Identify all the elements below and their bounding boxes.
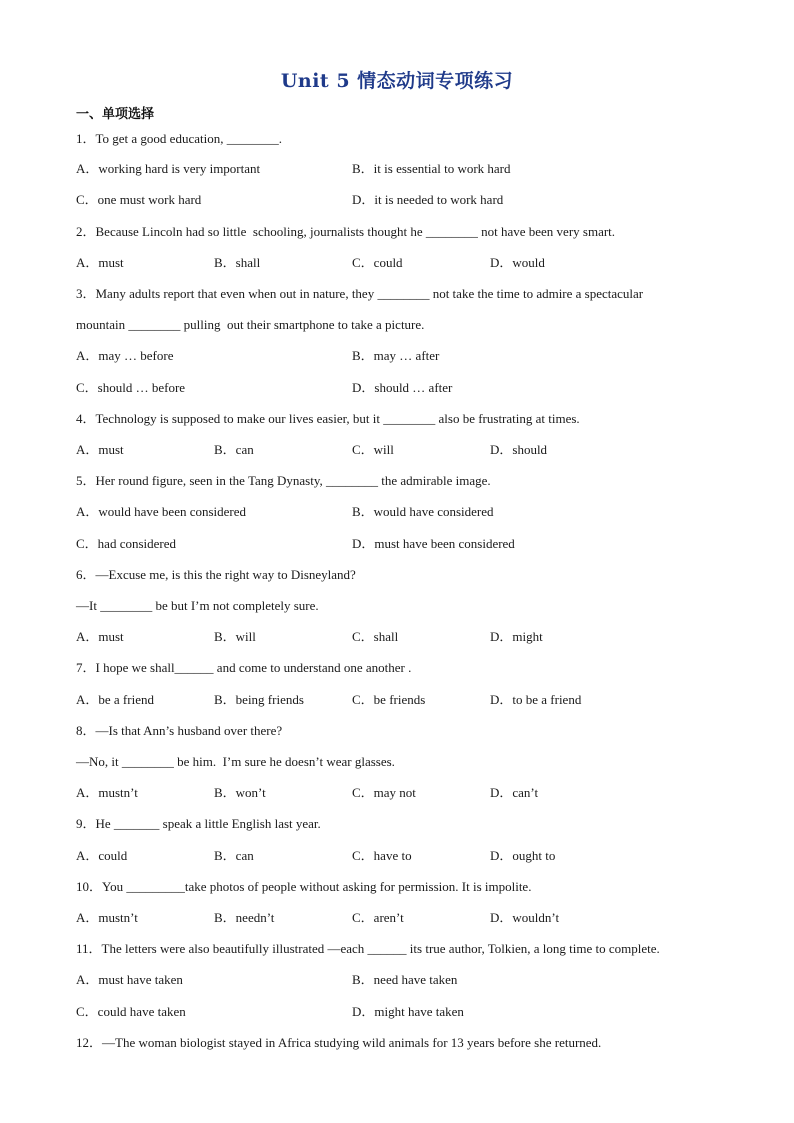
question-5-stem: 5．Her round figure, seen in the Tang Dynasty, ________ the admirable image.: [76, 473, 491, 488]
question-8-option-d: D．can’t: [490, 785, 539, 800]
question-1-option-d: D．it is needed to work hard: [352, 192, 504, 207]
question-10-option-c: C．aren’t: [352, 910, 404, 925]
question-9-stem: 9．He _______ speak a little English last year.: [76, 816, 321, 831]
question-9-option-c: C．have to: [352, 848, 412, 863]
question-7-option-d: D．to be a friend: [490, 692, 582, 707]
question-12-stem: 12．—The woman biologist stayed in Africa studying wild animals for 13 years before she returned.: [76, 1035, 602, 1050]
question-11-option-a: A．must have taken: [76, 972, 183, 987]
question-10-stem: 10．You _________take photos of people without asking for permission. It is impolite.: [76, 879, 532, 894]
question-8-stem-line-2: —No, it ________ be him. I’m sure he doesn’t wear glasses.: [76, 754, 395, 769]
question-6-option-a: A．must: [76, 629, 124, 644]
question-5-option-b: B．would have considered: [352, 504, 494, 519]
question-6-option-b: B．will: [214, 629, 256, 644]
question-2-stem: 2．Because Lincoln had so little schooling, journalists thought he ________ not have been very smart.: [76, 224, 616, 239]
question-11-option-c: C．could have taken: [76, 1004, 186, 1019]
question-2-option-b: B．shall: [214, 255, 261, 270]
question-1-option-c: C．one must work hard: [76, 192, 202, 207]
question-8-option-b: B．won’t: [214, 785, 266, 800]
question-6-stem-line-2: —It ________ be but I’m not completely sure.: [76, 598, 319, 613]
question-7-option-b: B．being friends: [214, 692, 304, 707]
question-4-option-d: D．should: [490, 442, 548, 457]
question-3-stem-line-2: mountain ________ pulling out their smartphone to take a picture.: [76, 317, 425, 332]
question-9-option-b: B．can: [214, 848, 254, 863]
question-2-option-c: C．could: [352, 255, 403, 270]
question-2-option-d: D．would: [490, 255, 545, 270]
question-8-option-c: C．may not: [352, 785, 416, 800]
question-4-option-b: B．can: [214, 442, 254, 457]
question-7-option-a: A．be a friend: [76, 692, 154, 707]
question-5-option-c: C．had considered: [76, 536, 177, 551]
page-title: Unit 5 情态动词专项练习: [280, 70, 514, 92]
question-7-option-c: C．be friends: [352, 692, 426, 707]
question-3-option-d: D．should … after: [352, 380, 453, 395]
question-11-stem: 11．The letters were also beautifully illustrated —each ______ its true author, Tolkien, a long time to complete.: [76, 941, 660, 956]
question-9-option-d: D．ought to: [490, 848, 556, 863]
question-5-option-a: A．would have been considered: [76, 504, 247, 519]
question-1-stem: 1．To get a good education, ________.: [76, 131, 282, 146]
question-10-option-a: A．mustn’t: [76, 910, 138, 925]
question-5-option-d: D．must have been considered: [352, 536, 515, 551]
question-8-stem-line-1: 8．—Is that Ann’s husband over there?: [76, 723, 283, 738]
question-6-option-d: D．might: [490, 629, 543, 644]
question-9-option-a: A．could: [76, 848, 128, 863]
question-11-option-b: B．need have taken: [352, 972, 458, 987]
question-1-option-b: B．it is essential to work hard: [352, 161, 511, 176]
question-3-stem-line-1: 3．Many adults report that even when out in nature, they ________ not take the time to admire a spectacular: [76, 286, 644, 301]
section-heading: 一、单项选择: [76, 107, 155, 122]
question-6-option-c: C．shall: [352, 629, 399, 644]
question-4-option-a: A．must: [76, 442, 124, 457]
question-3-option-a: A．may … before: [76, 348, 174, 363]
question-10-option-b: B．needn’t: [214, 910, 275, 925]
question-3-option-c: C．should … before: [76, 380, 186, 395]
question-4-stem: 4．Technology is supposed to make our lives easier, but it ________ also be frustrating at times.: [76, 411, 580, 426]
question-6-stem-line-1: 6．—Excuse me, is this the right way to Disneyland?: [76, 567, 356, 582]
question-8-option-a: A．mustn’t: [76, 785, 138, 800]
question-10-option-d: D．wouldn’t: [490, 910, 560, 925]
question-3-option-b: B．may … after: [352, 348, 440, 363]
question-4-option-c: C．will: [352, 442, 394, 457]
question-11-option-d: D．might have taken: [352, 1004, 464, 1019]
question-7-stem: 7．I hope we shall______ and come to understand one another .: [76, 660, 412, 675]
question-1-option-a: A．working hard is very important: [76, 161, 261, 176]
question-2-option-a: A．must: [76, 255, 124, 270]
